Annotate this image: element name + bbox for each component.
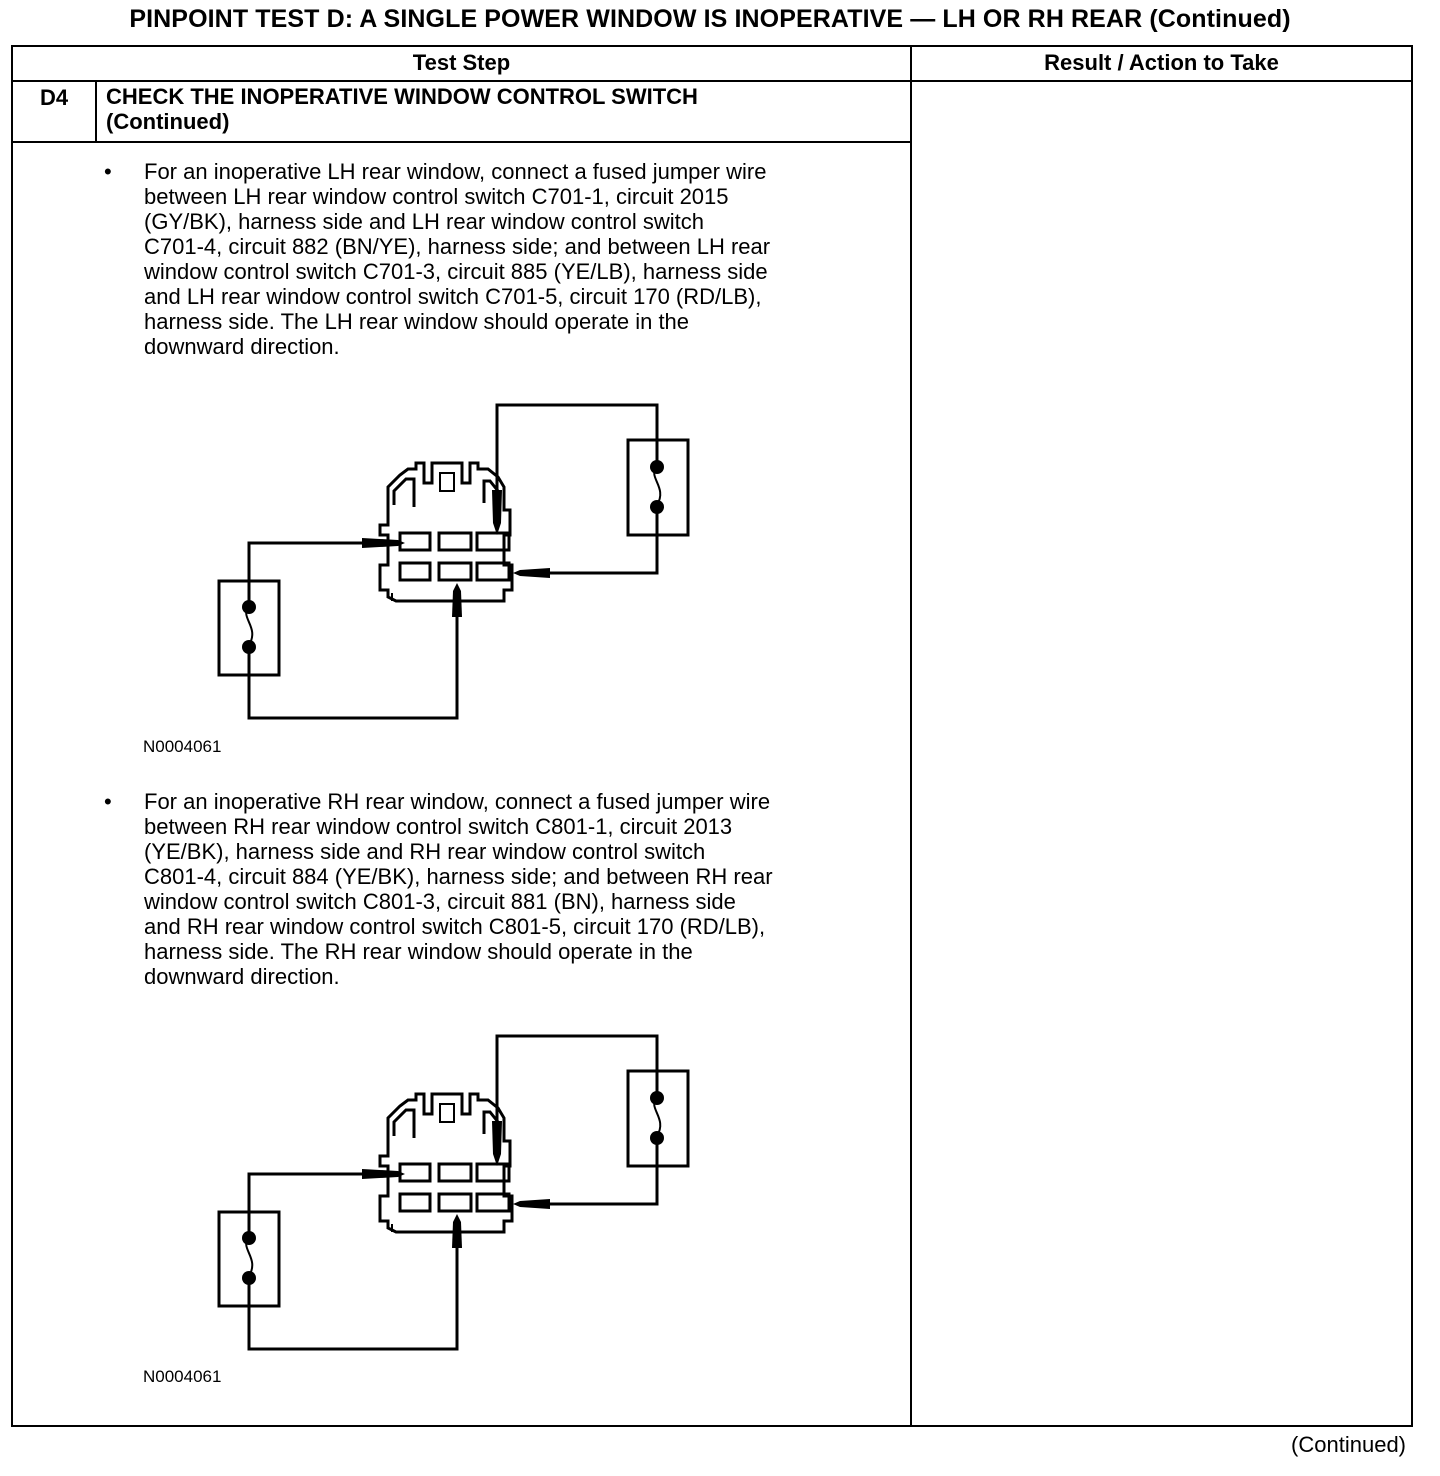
step-title-line: CHECK THE INOPERATIVE WINDOW CONTROL SWITCH [106,84,698,109]
bullet-marker: • [104,789,112,814]
paragraph-line: (YE/BK), harness side and RH rear window control switch [144,839,706,864]
paragraph-line: For an inoperative RH rear window, connect a fused jumper wire [144,789,771,814]
paragraph-line: harness side. The LH rear window should operate in the [144,309,690,334]
paragraph-line: between LH rear window control switch C701-1, circuit 2015 [144,184,729,209]
instruction-paragraph-lh [144,159,904,359]
col-header-result-action: Result / Action to Take [1044,50,1279,75]
figure-id: N0004061 [143,1367,222,1386]
paragraph-line: between RH rear window control switch C801-1, circuit 2013 [144,814,733,839]
continued-note: (Continued) [1291,1432,1406,1457]
paragraph-line: window control switch C701-3, circuit 885 (YE/LB), harness side [144,259,768,284]
paragraph-line: and RH rear window control switch C801-5, circuit 170 (RD/LB), [144,914,766,939]
paragraph-line: C701-4, circuit 882 (BN/YE), harness side; and between LH rear [144,234,771,259]
jumper-wire-diagram-lh [200,395,720,735]
paragraph-line: C801-4, circuit 884 (YE/BK), harness side; and between RH rear [144,864,773,889]
step-title-divider [11,141,912,143]
step-title [106,84,906,134]
paragraph-line: harness side. The RH rear window should operate in the [144,939,693,964]
paragraph-line: window control switch C801-3, circuit 881 (BN), harness side [144,889,736,914]
step-id-divider [95,80,97,143]
paragraph-line: downward direction. [144,964,340,989]
paragraph-line: (GY/BK), harness side and LH rear window control switch [144,209,705,234]
column-divider [910,45,912,1427]
instruction-paragraph-rh [144,789,904,989]
jumper-wire-diagram-rh [200,1026,720,1366]
paragraph-line: For an inoperative LH rear window, connect a fused jumper wire [144,159,767,184]
step-title-line: (Continued) [106,109,230,134]
paragraph-line: and LH rear window control switch C701-5, circuit 170 (RD/LB), [144,284,762,309]
page-title: PINPOINT TEST D: A SINGLE POWER WINDOW IS INOPERATIVE — LH OR RH REAR (Continued) [129,5,1291,33]
figure-id: N0004061 [143,737,222,756]
paragraph-line: downward direction. [144,334,340,359]
step-id: D4 [39,85,69,110]
bullet-marker: • [104,159,112,184]
col-header-test-step: Test Step [412,50,511,75]
